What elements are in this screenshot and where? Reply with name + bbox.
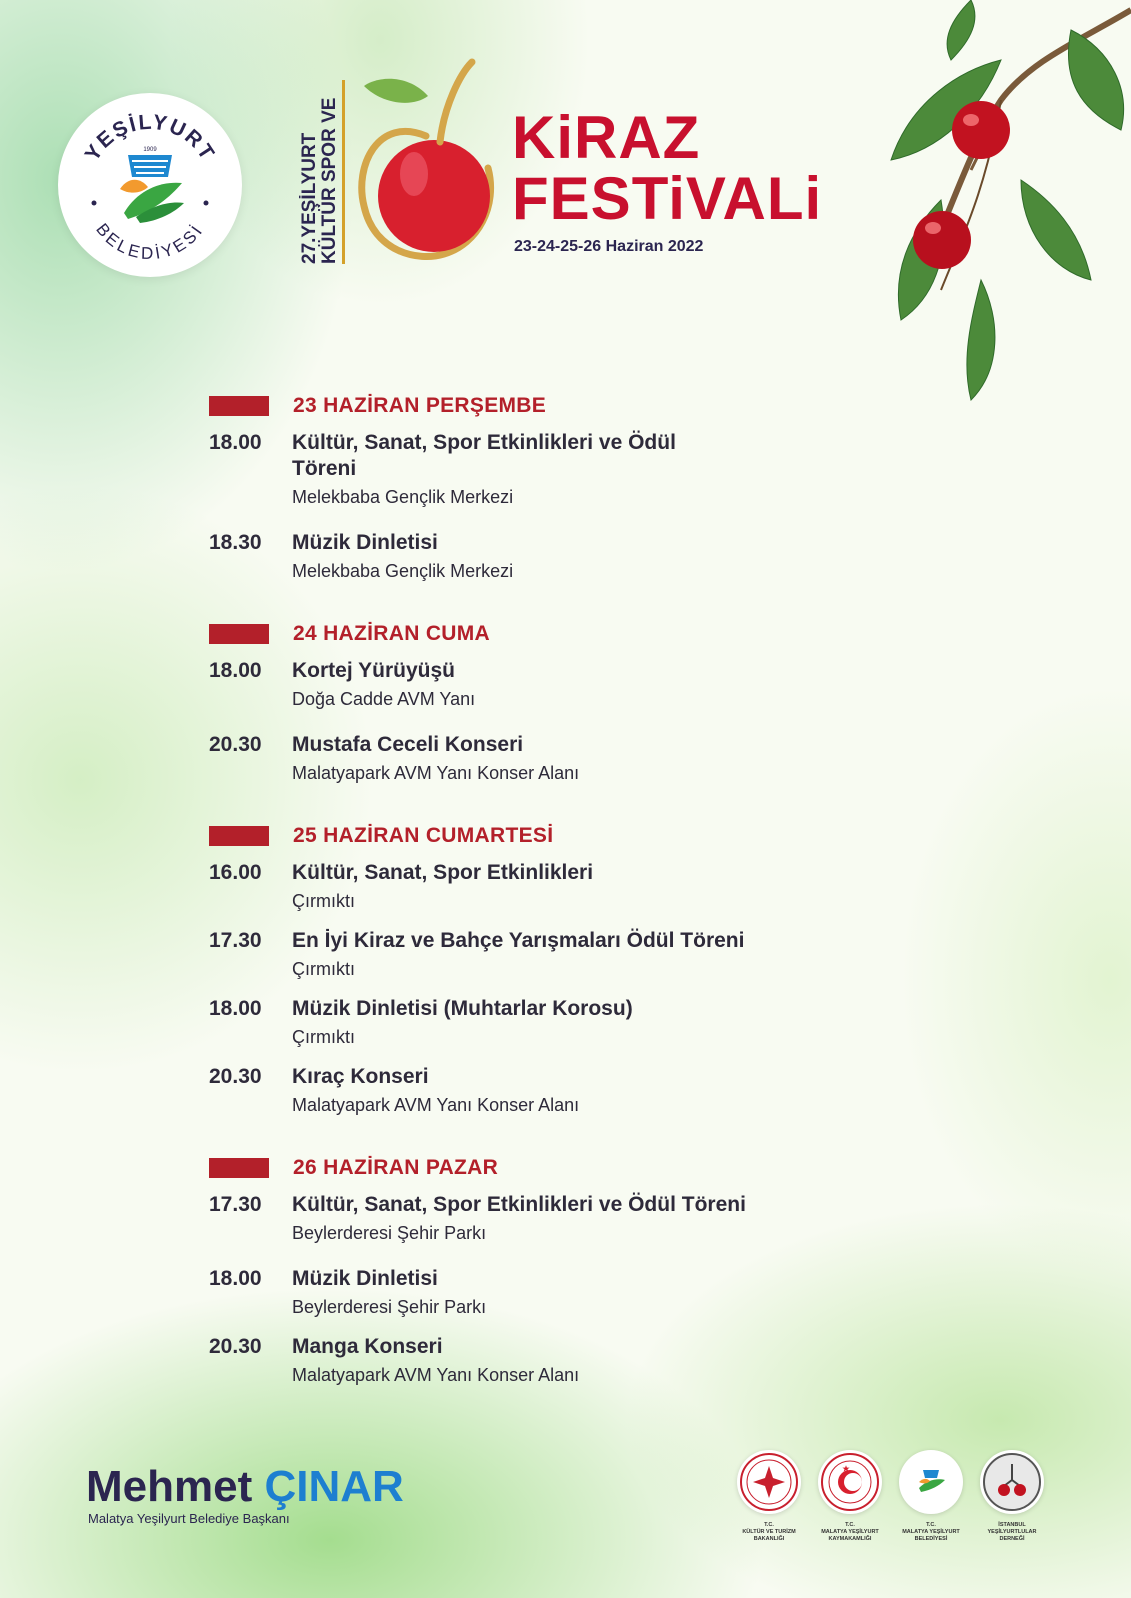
logo-bottom-text: BELEDİYESİ [92, 219, 208, 264]
day-section [209, 1154, 849, 1388]
event-time: 17.30 [209, 1193, 262, 1216]
event-item [209, 860, 849, 914]
event-place: Çırmıktı [292, 1027, 355, 1047]
municipality-emblem-icon [58, 93, 242, 277]
day-header [209, 822, 849, 850]
day-marker-bar [209, 624, 269, 644]
event-title: Kültür, Sanat, Spor Etkinlikleri ve Ödül Töreni [292, 1193, 746, 1216]
sponsor-name: İSTANBUL YEŞİLYURTLULAR DERNEĞİ [987, 1522, 1037, 1542]
day-header [209, 392, 849, 420]
event-time: 17.30 [209, 929, 262, 952]
day-section [209, 822, 849, 1118]
event-item [209, 1266, 849, 1320]
event-place: Beylerderesi Şehir Parkı [292, 1297, 487, 1317]
cherry-apple-icon [348, 56, 508, 272]
mayor-name [86, 1462, 404, 1512]
event-place: Malatyapark AVM Yanı Konser Alanı [292, 1095, 580, 1115]
event-item [209, 996, 849, 1050]
event-place: Melekbaba Gençlik Merkezi [292, 487, 514, 507]
festival-title-kiraz: KiRAZ [512, 104, 701, 171]
event-title: Kortej Yürüyüşü [292, 659, 455, 682]
event-place: Malatyapark AVM Yanı Konser Alanı [292, 1365, 580, 1385]
day-marker-bar [209, 1158, 269, 1178]
event-item [209, 1064, 849, 1118]
event-title: Kültür, Sanat, Spor Etkinlikleri ve Ödül Töreni [292, 431, 676, 480]
festival-dates: 23-24-25-26 Haziran 2022 [514, 238, 704, 255]
association-logo-icon [980, 1450, 1044, 1514]
ministry-seal-icon [737, 1450, 801, 1514]
day-title: 25 HAZİRAN CUMARTESİ [293, 824, 554, 847]
event-time: 20.30 [209, 1065, 262, 1088]
event-place: Çırmıktı [292, 891, 355, 911]
logo-year: 1909 [143, 147, 157, 153]
event-place: Malatyapark AVM Yanı Konser Alanı [292, 763, 580, 783]
event-time: 18.00 [209, 431, 262, 454]
event-title: Müzik Dinletisi [292, 531, 438, 554]
sponsor-name: T.C. KÜLTÜR VE TURİZM BAKANLIĞI [742, 1522, 796, 1542]
event-title: Müzik Dinletisi (Muhtarlar Korosu) [292, 997, 633, 1020]
event-place: Çırmıktı [292, 959, 355, 979]
festival-edition: 27.YEŞİLYURT [299, 132, 320, 264]
event-title: Manga Konseri [292, 1335, 443, 1358]
day-title: 26 HAZİRAN PAZAR [293, 1156, 499, 1179]
event-time: 20.30 [209, 1335, 262, 1358]
event-item [209, 732, 849, 786]
day-section [209, 392, 849, 584]
event-title: Kültür, Sanat, Spor Etkinlikleri [292, 861, 594, 884]
event-time: 16.00 [209, 861, 262, 884]
sponsor-municipality [889, 1450, 973, 1543]
sponsor-governorship [808, 1450, 892, 1543]
event-place: Beylerderesi Şehir Parkı [292, 1223, 487, 1243]
event-time: 18.30 [209, 531, 262, 554]
day-header [209, 620, 849, 648]
governorship-seal-icon [818, 1450, 882, 1514]
mayor-first-name: Mehmet [86, 1462, 253, 1511]
event-time: 18.00 [209, 997, 262, 1020]
day-title: 23 HAZİRAN PERŞEMBE [293, 394, 547, 417]
event-item [209, 530, 849, 584]
sponsor-association [970, 1450, 1054, 1543]
festival-schedule [209, 392, 849, 1424]
sponsor-name: T.C. MALATYA YEŞİLYURT BELEDİYESİ [902, 1522, 960, 1542]
municipality-logo-icon [899, 1450, 963, 1514]
svg-text:BELEDİYESİ [92, 220, 207, 263]
event-item [209, 1192, 849, 1246]
day-title: 24 HAZİRAN CUMA [293, 622, 491, 645]
event-title: Mustafa Ceceli Konseri [292, 733, 524, 756]
sponsor-name: T.C. MALATYA YEŞİLYURT KAYMAKAMLIĞI [821, 1522, 879, 1542]
sponsor-ministry [727, 1450, 811, 1543]
event-title: Kıraç Konseri [292, 1065, 429, 1088]
cherry-branch-icon [851, 0, 1131, 420]
festival-subtitle: KÜLTÜR SPOR VE [319, 97, 340, 264]
municipality-logo [58, 93, 242, 277]
event-time: 18.00 [209, 659, 262, 682]
event-time: 18.00 [209, 1267, 262, 1290]
mayor-role: Malatya Yeşilyurt Belediye Başkanı [88, 1511, 290, 1526]
event-item [209, 1334, 849, 1388]
event-item [209, 928, 849, 982]
day-marker-bar [209, 396, 269, 416]
event-title: En İyi Kiraz ve Bahçe Yarışmaları Ödül Töreni [292, 929, 745, 952]
event-place: Melekbaba Gençlik Merkezi [292, 561, 514, 581]
day-marker-bar [209, 826, 269, 846]
day-section [209, 620, 849, 786]
event-item [209, 658, 849, 712]
event-item [209, 430, 849, 510]
event-place: Doğa Cadde AVM Yanı [292, 689, 476, 709]
mayor-last-name: ÇINAR [264, 1462, 404, 1511]
festival-title-festivali: FESTiVALi [512, 165, 823, 232]
logo-top-text: YEŞİLYURT [80, 110, 220, 166]
event-title: Müzik Dinletisi [292, 1267, 438, 1290]
festival-side-title [300, 80, 345, 264]
event-time: 20.30 [209, 733, 262, 756]
day-header [209, 1154, 849, 1182]
